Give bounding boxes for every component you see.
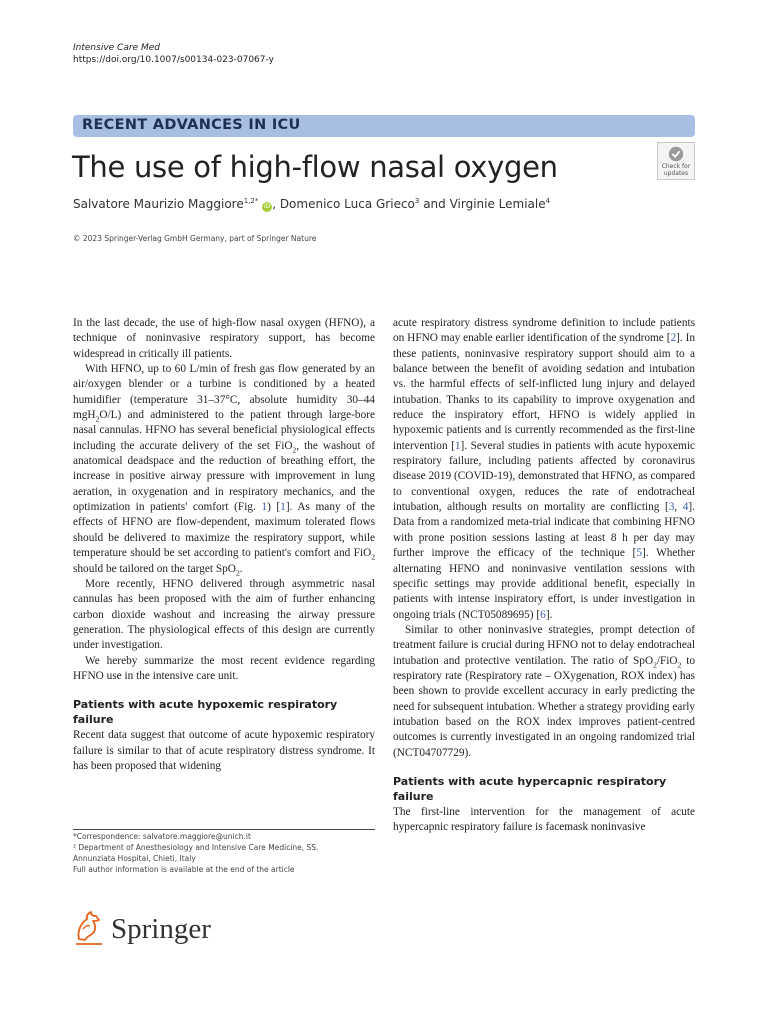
body-column-left — [73, 316, 375, 774]
paragraph: In the last decade, the use of high-flow nasal oxygen (HFNO), a technique of noninvasive respiratory support, has become widespread in critically ill patients. — [73, 317, 375, 360]
affiliation-note: Annunziata Hospital, Chieti, Italy — [73, 854, 196, 863]
paragraph: acute respiratory distress syndrome definition to include patients on HFNO may enable earlier identification of the syndrome [2]. In these patients, noninvasive respiratory support should aim to a balance between the benefit of avoiding sedation and intubation vs. the harmful effects of self-inflicted lung injury and delayed intubation. Thanks to its capability to improve oxygenation and reduce the inspiratory effort, HFNO is widely applied in hypoxemic patients and is currently recommended as the first-line intervention [1]. Several studies in patients with acute hypoxemic respiratory failure, including patients affected by coronavirus disease 2019 (COVID-19), demonstrated that HFNO, as compared to conventional oxygen, reduces the rate of endotracheal intubation, although results on mortality are conflicting [3, 4]. Data from a randomized meta-trial indicate that combining HFNO with prone position sessions lasting at least 8 h per day may further improve the efficacy of the technique [5]. Whether alternating HFNO and noninvasive ventilation sessions with specific settings may provide additional benefit, especially in patients with intense inspiratory effort, is under investigation in ongoing trials (NCT05089695) [6]. — [393, 317, 695, 621]
author-affiliation-sup: 3 — [414, 197, 420, 205]
paragraph: Recent data suggest that outcome of acute hypoxemic respiratory failure is similar to that of acute respiratory distress syndrome. It has been proposed that widening — [73, 729, 375, 772]
check-updates-label: Check for updates — [661, 163, 691, 177]
paragraph: The first-line intervention for the management of acute hypercapnic respiratory failure is facemask noninvasive — [393, 805, 695, 834]
author-info-note: Full author information is available at the end of the article — [73, 865, 295, 874]
citation-link[interactable]: 1 — [280, 501, 286, 514]
citation-link[interactable]: 6 — [540, 608, 546, 621]
article-title: The use of high-flow nasal oxygen — [72, 150, 558, 184]
footnotes — [73, 831, 375, 875]
paragraph: Similar to other noninvasive strategies, prompt detection of treatment failure is crucial during HFNO not to delay endotracheal intubation and protective ventilation. The ratio of SpO$_2$/FiO$_2$ to respiratory rate (Respiratory rate – OXygenation, ROX index) has been shown to provide excellent accuracy in early predicting the need for subsequent intubation. Whether a strategy providing early intubation based on the ROX index improves patient-centred outcomes is currently investigated in an ongoing randomized trial (NCT04707729). — [393, 623, 695, 759]
author-lemiale[interactable]: and Virginie Lemiale — [419, 197, 546, 211]
paragraph: More recently, HFNO delivered through asymmetric nasal cannulas has been proposed with the aim of further enhancing carbon dioxide washout and increasing the airway pressure generation. The physiological effects of this design are currently under investigation. — [73, 577, 375, 652]
footnote-divider — [73, 829, 375, 830]
author-grieco[interactable]: , Domenico Luca Grieco — [272, 197, 415, 211]
author-affiliation-sup: 1,2* — [243, 197, 259, 205]
citation-link[interactable]: 5 — [636, 547, 642, 560]
figure-link[interactable]: 1 — [261, 501, 268, 514]
section-heading: Patients with acute hypoxemic respiratory failure — [73, 698, 338, 727]
author-affiliation-sup: 4 — [545, 197, 551, 205]
author-list — [73, 197, 550, 212]
author-maggiore[interactable]: Salvatore Maurizio Maggiore — [73, 197, 244, 211]
citation-link[interactable]: 1 — [454, 439, 461, 452]
check-for-updates-badge[interactable] — [657, 142, 695, 180]
paragraph: With HFNO, up to 60 L/min of fresh gas flow generated by an air/oxygen blender or a turbine is conditioned by a heated humidifier (temperature 31–37°C, absolute humidity 30–44 mgH$_2$O/L) and administered to the patient through large-bore nasal cannulas. HFNO has several beneficial physiological effects including the accurate delivery of the set FiO$_2$, the washout of anatomical deadspace and the reduction of breathing effort, the increase in positive airway pressure with improvement in lung aeration, in oxygenation and in respiratory mechanics, and the optimization in patients' comfort (Fig. 1) [1]. As many of the effects of HFNO are flow-dependent, maximum tolerated flows should be delivered to maximize the respiratory support, while temperature should be set according to patient's comfort and FiO$_2$ should be tailored on the target SpO$_2$. — [73, 363, 376, 577]
check-updates-icon — [667, 145, 685, 163]
orcid-icon[interactable]: iD — [264, 203, 271, 210]
springer-horse-icon — [73, 909, 105, 947]
journal-name: Intensive Care Med — [73, 43, 160, 53]
correspondence-note[interactable]: *Correspondence: salvatore.maggiore@unich.it — [73, 832, 251, 841]
publisher-name: Springer — [111, 913, 211, 945]
section-heading: Patients with acute hypercapnic respiratory failure — [393, 774, 667, 803]
citation-link[interactable]: 3 — [668, 501, 675, 514]
paragraph: We hereby summarize the most recent evidence regarding HFNO use in the intensive care unit. — [73, 654, 375, 682]
citation-link[interactable]: 2 — [670, 332, 677, 345]
copyright-notice: © 2023 Springer-Verlag GmbH Germany, part of Springer Nature — [73, 234, 317, 243]
section-banner-label: RECENT ADVANCES IN ICU — [82, 117, 301, 133]
publisher-logo — [73, 907, 233, 957]
body-column-right — [393, 316, 695, 836]
doi-link[interactable]: https://doi.org/10.1007/s00134-023-07067-y — [73, 55, 274, 65]
citation-link[interactable]: 4 — [682, 501, 689, 514]
affiliation-note: ² Department of Anesthesiology and Intensive Care Medicine, SS. — [73, 843, 319, 852]
